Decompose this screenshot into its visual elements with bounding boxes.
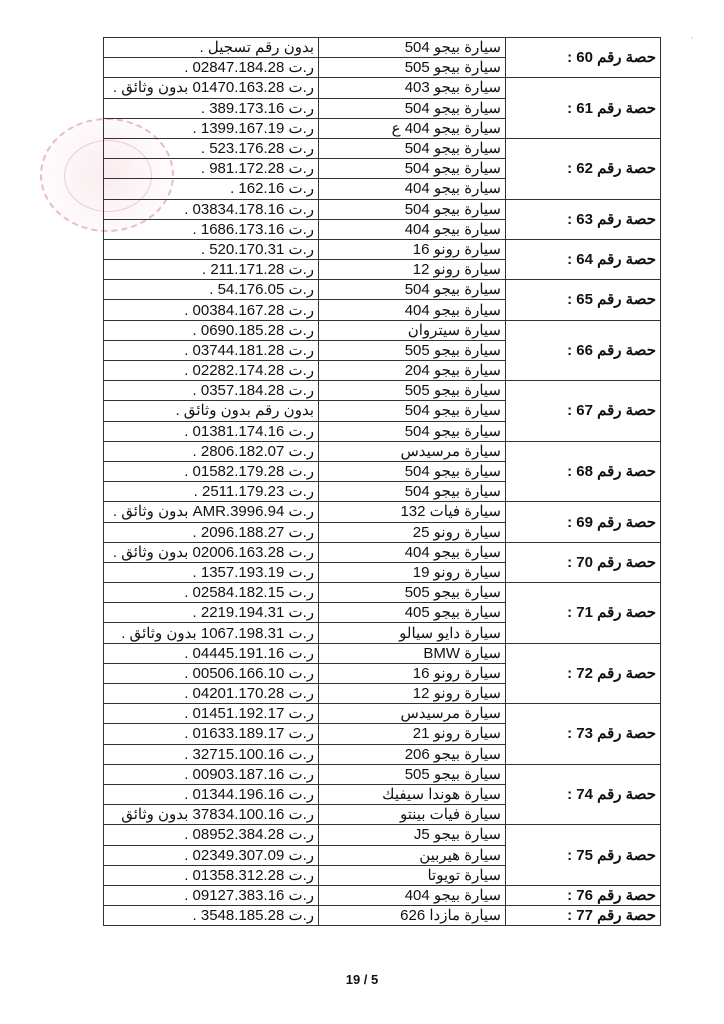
registration-cell: ر.ت 00903.187.16 . <box>104 764 319 784</box>
vehicle-cell: سيارة بيجو 504 <box>319 461 506 481</box>
vehicle-cell: سيارة سيتروان <box>319 320 506 340</box>
vehicle-cell: سيارة هوندا سيفيك <box>319 784 506 804</box>
vehicle-cell: سيارة بيجو 404 <box>319 542 506 562</box>
vehicle-cell: سيارة مرسيدس <box>319 704 506 724</box>
vehicle-cell: سيارة رونو 12 <box>319 260 506 280</box>
registration-cell: ر.ت 2511.179.23 . <box>104 482 319 502</box>
table-row <box>104 38 661 58</box>
vehicle-cell: سيارة بيجو 403 <box>319 78 506 98</box>
registration-cell: ر.ت 01470.163.28 بدون وثائق . <box>104 78 319 98</box>
vehicle-cell: سيارة بيجو 404 <box>319 300 506 320</box>
corner-mark: · <box>690 30 694 44</box>
registration-cell: ر.ت 01344.196.16 . <box>104 784 319 804</box>
registration-cell: ر.ت 520.170.31 . <box>104 239 319 259</box>
table-row <box>104 320 661 340</box>
table-row <box>104 441 661 461</box>
registration-cell: ر.ت 02349.307.09 . <box>104 845 319 865</box>
lot-number-cell: حصة رقم 74 : <box>506 764 661 825</box>
registration-cell: ر.ت 01582.179.28 . <box>104 461 319 481</box>
registration-cell: ر.ت 02282.174.28 . <box>104 361 319 381</box>
vehicle-cell: سيارة بيجو 505 <box>319 340 506 360</box>
lot-number-cell: حصة رقم 70 : <box>506 542 661 582</box>
registration-cell: ر.ت 02584.182.15 . <box>104 583 319 603</box>
vehicle-cell: سيارة دايو سيالو <box>319 623 506 643</box>
registration-cell: ر.ت 1686.173.16 . <box>104 219 319 239</box>
vehicle-cell: سيارة بيجو 206 <box>319 744 506 764</box>
lot-number-cell: حصة رقم 60 : <box>506 38 661 78</box>
vehicle-cell: سيارة رونو 25 <box>319 522 506 542</box>
vehicle-cell: سيارة بيجو 505 <box>319 583 506 603</box>
registration-cell: ر.ت 0690.185.28 . <box>104 320 319 340</box>
vehicle-cell: سيارة بيجو 404 <box>319 219 506 239</box>
vehicle-cell: سيارة رونو 21 <box>319 724 506 744</box>
vehicle-cell: سيارة بيجو 504 <box>319 98 506 118</box>
registration-cell: ر.ت 03744.181.28 . <box>104 340 319 360</box>
registration-cell: ر.ت 01451.192.17 . <box>104 704 319 724</box>
lot-number-cell: حصة رقم 67 : <box>506 381 661 442</box>
registration-cell: ر.ت 2219.194.31 . <box>104 603 319 623</box>
vehicle-cell: سيارة تويوتا <box>319 865 506 885</box>
vehicle-cell: سيارة بيجو 504 <box>319 199 506 219</box>
registration-cell: بدون رقم تسجيل . <box>104 38 319 58</box>
registration-cell: ر.ت 523.176.28 . <box>104 138 319 158</box>
lot-number-cell: حصة رقم 75 : <box>506 825 661 886</box>
vehicle-cell: سيارة رونو 16 <box>319 663 506 683</box>
page-number: 19 / 5 <box>345 972 379 987</box>
registration-cell: ر.ت 37834.100.16 بدون وثائق <box>104 805 319 825</box>
table-row <box>104 138 661 158</box>
vehicle-cell: سيارة بيجو 504 <box>319 280 506 300</box>
lots-table-body <box>104 38 661 926</box>
registration-cell: بدون رقم بدون وثائق . <box>104 401 319 421</box>
lot-number-cell: حصة رقم 72 : <box>506 643 661 704</box>
registration-cell: ر.ت 01381.174.16 . <box>104 421 319 441</box>
lot-number-cell: حصة رقم 68 : <box>506 441 661 502</box>
registration-cell: ر.ت 54.176.05 . <box>104 280 319 300</box>
lot-number-cell: حصة رقم 77 : <box>506 906 661 926</box>
vehicle-cell: سيارة بيجو J5 <box>319 825 506 845</box>
vehicle-cell: سيارة بيجو 404 <box>319 179 506 199</box>
vehicle-cell: سيارة بيجو 505 <box>319 58 506 78</box>
lots-table <box>103 37 661 926</box>
lot-number-cell: حصة رقم 65 : <box>506 280 661 320</box>
registration-cell: ر.ت 00506.166.10 . <box>104 663 319 683</box>
registration-cell: ر.ت 2096.188.27 . <box>104 522 319 542</box>
table-row <box>104 825 661 845</box>
lot-number-cell: حصة رقم 66 : <box>506 320 661 381</box>
registration-cell: ر.ت 00384.167.28 . <box>104 300 319 320</box>
vehicle-cell: سيارة بيجو 405 <box>319 603 506 623</box>
registration-cell: ر.ت 01633.189.17 . <box>104 724 319 744</box>
vehicle-cell: سيارة مازدا 626 <box>319 906 506 926</box>
table-row <box>104 280 661 300</box>
vehicle-cell: سيارة هيربين <box>319 845 506 865</box>
table-row <box>104 542 661 562</box>
vehicle-cell: سيارة بيجو 504 <box>319 159 506 179</box>
table-row <box>104 583 661 603</box>
registration-cell: ر.ت 09127.383.16 . <box>104 885 319 905</box>
table-row <box>104 764 661 784</box>
vehicle-cell: سيارة بيجو 504 <box>319 421 506 441</box>
vehicle-cell: سيارة بيجو 505 <box>319 381 506 401</box>
vehicle-cell: سيارة رونو 16 <box>319 239 506 259</box>
table-row <box>104 78 661 98</box>
registration-cell: ر.ت 02847.184.28 . <box>104 58 319 78</box>
lot-number-cell: حصة رقم 71 : <box>506 583 661 644</box>
registration-cell: ر.ت 32715.100.16 . <box>104 744 319 764</box>
vehicle-cell: سيارة فيات 132 <box>319 502 506 522</box>
lot-number-cell: حصة رقم 61 : <box>506 78 661 139</box>
vehicle-cell: سيارة رونو 12 <box>319 684 506 704</box>
table-row <box>104 643 661 663</box>
registration-cell: ر.ت 981.172.28 . <box>104 159 319 179</box>
vehicle-cell: سيارة مرسيدس <box>319 441 506 461</box>
registration-cell: ر.ت 0357.184.28 . <box>104 381 319 401</box>
lot-number-cell: حصة رقم 63 : <box>506 199 661 239</box>
lot-number-cell: حصة رقم 73 : <box>506 704 661 765</box>
vehicle-cell: سيارة بيجو 504 <box>319 401 506 421</box>
vehicle-cell: سيارة بيجو 404 ع <box>319 118 506 138</box>
registration-cell: ر.ت 04445.191.16 . <box>104 643 319 663</box>
table-row <box>104 199 661 219</box>
registration-cell: ر.ت 211.171.28 . <box>104 260 319 280</box>
vehicle-cell: سيارة بيجو 504 <box>319 138 506 158</box>
table-row <box>104 502 661 522</box>
registration-cell: ر.ت 08952.384.28 . <box>104 825 319 845</box>
registration-cell: ر.ت 03834.178.16 . <box>104 199 319 219</box>
lot-number-cell: حصة رقم 64 : <box>506 239 661 279</box>
table-row <box>104 885 661 905</box>
registration-cell: ر.ت AMR.3996.94 بدون وثائق . <box>104 502 319 522</box>
registration-cell: ر.ت 02006.163.28 بدون وثائق . <box>104 542 319 562</box>
lot-number-cell: حصة رقم 76 : <box>506 885 661 905</box>
registration-cell: ر.ت 389.173.16 . <box>104 98 319 118</box>
registration-cell: ر.ت 162.16 . <box>104 179 319 199</box>
registration-cell: ر.ت 1357.193.19 . <box>104 562 319 582</box>
vehicle-cell: سيارة بيجو 504 <box>319 482 506 502</box>
table-row <box>104 381 661 401</box>
table-row <box>104 906 661 926</box>
registration-cell: ر.ت 3548.185.28 . <box>104 906 319 926</box>
vehicle-cell: سيارة بيجو 504 <box>319 38 506 58</box>
vehicle-cell: سيارة رونو 19 <box>319 562 506 582</box>
registration-cell: ر.ت 1067.198.31 بدون وثائق . <box>104 623 319 643</box>
registration-cell: ر.ت 01358.312.28 . <box>104 865 319 885</box>
table-row <box>104 239 661 259</box>
vehicle-cell: سيارة بيجو 204 <box>319 361 506 381</box>
registration-cell: ر.ت 04201.170.28 . <box>104 684 319 704</box>
vehicle-cell: سيارة بيجو 404 <box>319 885 506 905</box>
vehicle-cell: سيارة بيجو 505 <box>319 764 506 784</box>
registration-cell: ر.ت 1399.167.19 . <box>104 118 319 138</box>
vehicle-cell: سيارة فيات بينتو <box>319 805 506 825</box>
lot-number-cell: حصة رقم 62 : <box>506 138 661 199</box>
registration-cell: ر.ت 2806.182.07 . <box>104 441 319 461</box>
lot-number-cell: حصة رقم 69 : <box>506 502 661 542</box>
vehicle-cell: سيارة BMW <box>319 643 506 663</box>
table-row <box>104 704 661 724</box>
